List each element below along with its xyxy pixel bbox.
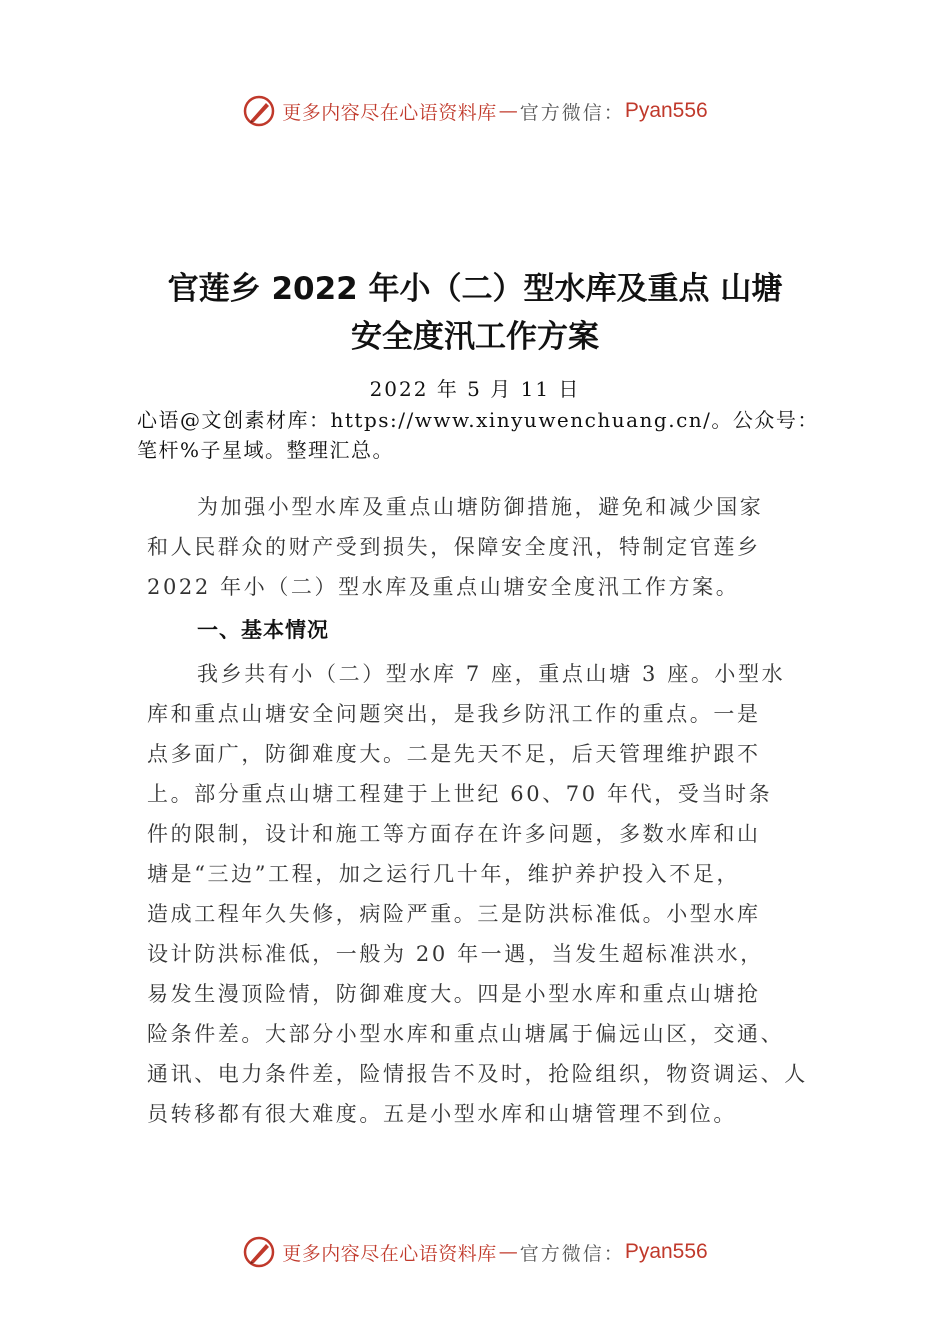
document-date: 2022 年 5 月 11 日	[369, 377, 581, 401]
intro-line: 为加强小型水库及重点山塘防御措施，避免和减少国家	[197, 495, 764, 519]
source-line-1: 心语@文创素材库：https://www.xinyuwenchuang.cn/。公众号：	[137, 408, 819, 432]
footer-banner	[0, 1234, 950, 1270]
banner-label: 官方微信：	[519, 101, 625, 124]
body-line: 设计防洪标准低，一般为 20 年一遇，当发生超标准洪水，	[147, 942, 764, 966]
section-heading: 一、基本情况	[197, 618, 329, 642]
banner-wechat-id: Pyan556	[624, 1240, 708, 1263]
body-line: 件的限制，设计和施工等方面存在许多问题，多数水库和山	[147, 822, 761, 846]
body-line: 塘是“三边”工程，加之运行几十年，维护养护投入不足，	[147, 862, 741, 886]
intro-line: 和人民群众的财产受到损失，保障安全度汛，特制定官莲乡	[147, 535, 761, 559]
source-line-2: 笔杆%子星域。整理汇总。	[137, 438, 395, 462]
body-line: 通讯、电力条件差，险情报告不及时，抢险组织，物资调运、人	[147, 1062, 808, 1086]
pen-logo-icon	[242, 94, 276, 128]
banner-text: 更多内容尽在心语资料库	[282, 101, 497, 124]
body-line: 点多面广，防御难度大。二是先天不足，后天管理维护跟不	[147, 742, 761, 766]
body-line: 易发生漫顶险情，防御难度大。四是小型水库和重点山塘抢	[147, 982, 761, 1006]
body-line: 库和重点山塘安全问题突出，是我乡防汛工作的重点。一是	[147, 702, 761, 726]
banner-dash: —	[498, 1241, 518, 1263]
banner-dash: —	[498, 100, 518, 122]
document-title-line-2: 安全度汛工作方案	[351, 319, 599, 355]
body-line: 上。部分重点山塘工程建于上世纪 60、70 年代，受当时条	[147, 782, 773, 806]
body-line: 员转移都有很大难度。五是小型水库和山塘管理不到位。	[147, 1102, 737, 1126]
banner-label: 官方微信：	[519, 1242, 625, 1265]
body-line: 我乡共有小（二）型水库 7 座，重点山塘 3 座。小型水	[197, 662, 786, 686]
pen-logo-icon	[242, 1235, 276, 1269]
body-line: 险条件差。大部分小型水库和重点山塘属于偏远山区，交通、	[147, 1022, 785, 1046]
body-line: 造成工程年久失修，病险严重。三是防洪标准低。小型水库	[147, 902, 761, 926]
banner-wechat-id: Pyan556	[624, 99, 708, 122]
document-title-line-1: 官莲乡 2022 年小（二）型水库及重点 山塘	[167, 271, 783, 307]
banner-text: 更多内容尽在心语资料库	[282, 1242, 497, 1265]
header-banner	[0, 93, 950, 129]
intro-line: 2022 年小（二）型水库及重点山塘安全度汛工作方案。	[147, 575, 740, 599]
